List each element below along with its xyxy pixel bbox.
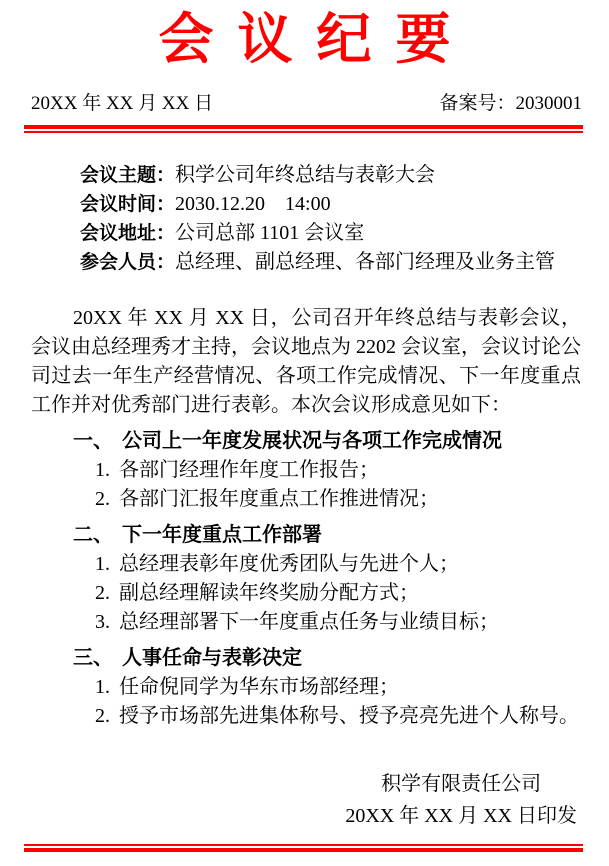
signature-inner [345,768,577,832]
section-1 [0,427,609,514]
record-number-label: 备案号： [439,93,516,114]
section-3 [0,644,609,731]
document-title: 会议纪要 [158,8,475,70]
item-number: 3. [95,611,110,633]
meta-value: 总经理、副总经理、各部门经理及业务主管 [175,251,556,273]
list-item [95,485,581,514]
item-number: 1. [95,676,110,698]
meta-value: 积学公司年终总结与表彰大会 [175,164,436,186]
meta-value: 公司总部 1101 会议室 [175,222,365,244]
item-number: 2. [95,582,110,604]
signature-block [0,768,577,832]
footer-double-rule [24,844,583,852]
list-item [95,673,581,702]
header-date: 20XX 年 XX 月 XX 日 [31,93,214,114]
section-1-heading [73,427,581,456]
list-item [95,608,581,637]
record-number-value: 2030001 [515,93,582,114]
item-text: 授予市场部先进集体称号、授予亮亮先进个人称号。 [119,705,579,727]
item-text: 总经理部署下一年度重点任务与业绩目标； [119,611,499,633]
item-text: 总经理表彰年度优秀团队与先进个人； [119,553,459,575]
list-item [95,550,581,579]
item-text: 各部门经理作年度工作报告； [119,459,379,481]
meta-label: 会议地址： [80,223,176,244]
list-item [95,702,581,731]
item-number: 1. [95,553,110,575]
section-2 [0,521,609,637]
item-number: 2. [95,705,110,727]
header-row [31,93,582,115]
item-text: 副总经理解读年终奖励分配方式； [119,582,419,604]
section-3-heading [73,644,581,673]
section-number: 二、 [73,524,113,546]
section-2-heading [73,521,581,550]
intro-paragraph: 20XX 年 XX 月 XX 日，公司召开年终总结与表彰会议，会议由总经理秀才主持，会议地点为 2202 会议室，会议讨论公司过去一年生产经营情况、各项工作完成情况、下一年度重点工作并对优秀部门进行表彰。本次会议形成意见如下： [31,307,581,416]
meta-label: 参会人员： [80,252,176,273]
meeting-meta [80,161,581,277]
item-number: 2. [95,488,110,510]
list-item [95,456,581,485]
header-double-rule [24,125,583,133]
meta-label: 会议主题： [80,165,176,186]
item-number: 1. [95,459,110,481]
issuing-company: 积学有限责任公司 [381,773,542,795]
meta-row-time [80,190,581,219]
item-text: 各部门汇报年度重点工作推进情况； [119,488,439,510]
section-number: 一、 [73,430,113,452]
list-item [95,579,581,608]
meta-value: 2030.12.20 14:00 [175,193,331,215]
item-text: 任命倪同学为华东市场部经理； [119,676,399,698]
meta-label: 会议时间： [80,194,176,215]
section-number: 三、 [73,647,113,669]
issue-date: 20XX 年 XX 月 XX 日印发 [345,805,577,827]
meta-row-attendees [80,248,581,277]
meta-row-location [80,219,581,248]
section-title: 人事任命与表彰决定 [122,647,302,669]
section-title: 公司上一年度发展状况与各项工作完成情况 [122,430,502,452]
meta-row-topic [80,161,581,190]
section-title: 下一年度重点工作部署 [122,524,322,546]
record-number [439,93,582,115]
